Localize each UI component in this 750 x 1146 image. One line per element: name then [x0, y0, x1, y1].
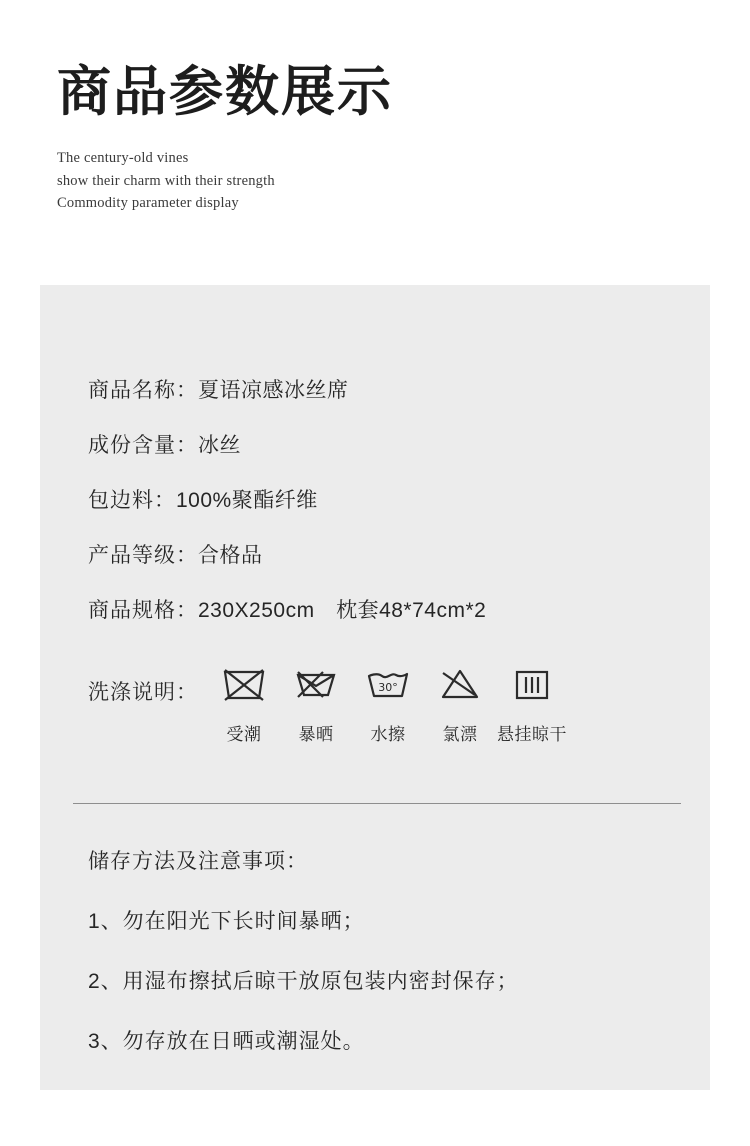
storage-note-item: 1、勿在阳光下长时间暴晒；: [88, 910, 365, 933]
wash-care-caption: 水擦: [370, 725, 406, 744]
spec-row: [88, 600, 688, 621]
wash-care-icon-list: [208, 660, 568, 745]
subtitle-line-2: show their charm with their strength: [57, 172, 275, 189]
spec-label-grade: 产品等级：: [88, 544, 198, 567]
no-wet-icon: [221, 660, 267, 708]
storage-notes-title: 储存方法及注意事项：: [88, 850, 308, 873]
storage-note-item: 3、勿存放在日晒或潮湿处。: [88, 1030, 365, 1053]
subtitle-line-1: The century-old vines: [57, 150, 189, 167]
spec-label-edging-material: 包边料：: [88, 489, 176, 512]
spec-value-product-name: 夏语凉感冰丝席: [198, 379, 349, 402]
spec-value-grade: 合格品: [198, 544, 263, 567]
wash-care-caption: 氯漂: [442, 725, 478, 744]
svg-text:30°: 30°: [378, 681, 398, 694]
line-dry-icon: [511, 660, 553, 708]
subtitle-line-3: Commodity parameter display: [57, 195, 239, 212]
specification-panel: [40, 285, 710, 1090]
page-subtitle: [57, 147, 697, 214]
no-sun-dry-icon: [293, 660, 339, 708]
spec-row: [88, 435, 688, 456]
storage-note-item: 2、用湿布擦拭后晾干放原包装内密封保存；: [88, 970, 519, 993]
spec-row: [88, 545, 688, 566]
page-header: [57, 62, 697, 215]
wash-care-item: [280, 660, 352, 745]
wash-care-caption: 受潮: [226, 725, 262, 744]
no-bleach-icon: [437, 660, 483, 708]
spec-label-composition: 成份含量：: [88, 434, 198, 457]
wash-care-section: [88, 660, 688, 745]
specification-list: [88, 380, 688, 655]
section-divider: [73, 803, 681, 804]
spec-value-edging-material: 100%聚酯纤维: [176, 489, 318, 512]
spec-label-size: 商品规格：: [88, 599, 198, 622]
page-title: 商品参数展示: [57, 60, 393, 123]
wash-30-degree-icon: [365, 660, 411, 708]
spec-row: [88, 490, 688, 511]
wash-care-item: [496, 660, 568, 745]
wash-care-label: 洗涤说明：: [88, 681, 198, 704]
storage-notes-section: [88, 845, 688, 1085]
spec-row: [88, 380, 688, 401]
spec-value-size: 230X250cm 枕套48*74cm*2: [198, 599, 487, 622]
wash-care-item: [424, 660, 496, 745]
spec-label-product-name: 商品名称：: [88, 379, 198, 402]
spec-value-composition: 冰丝: [198, 434, 241, 457]
wash-care-item: [208, 660, 280, 745]
wash-care-item: [352, 660, 424, 745]
wash-care-caption: 悬挂晾干: [497, 725, 567, 744]
wash-care-caption: 暴晒: [298, 725, 334, 744]
